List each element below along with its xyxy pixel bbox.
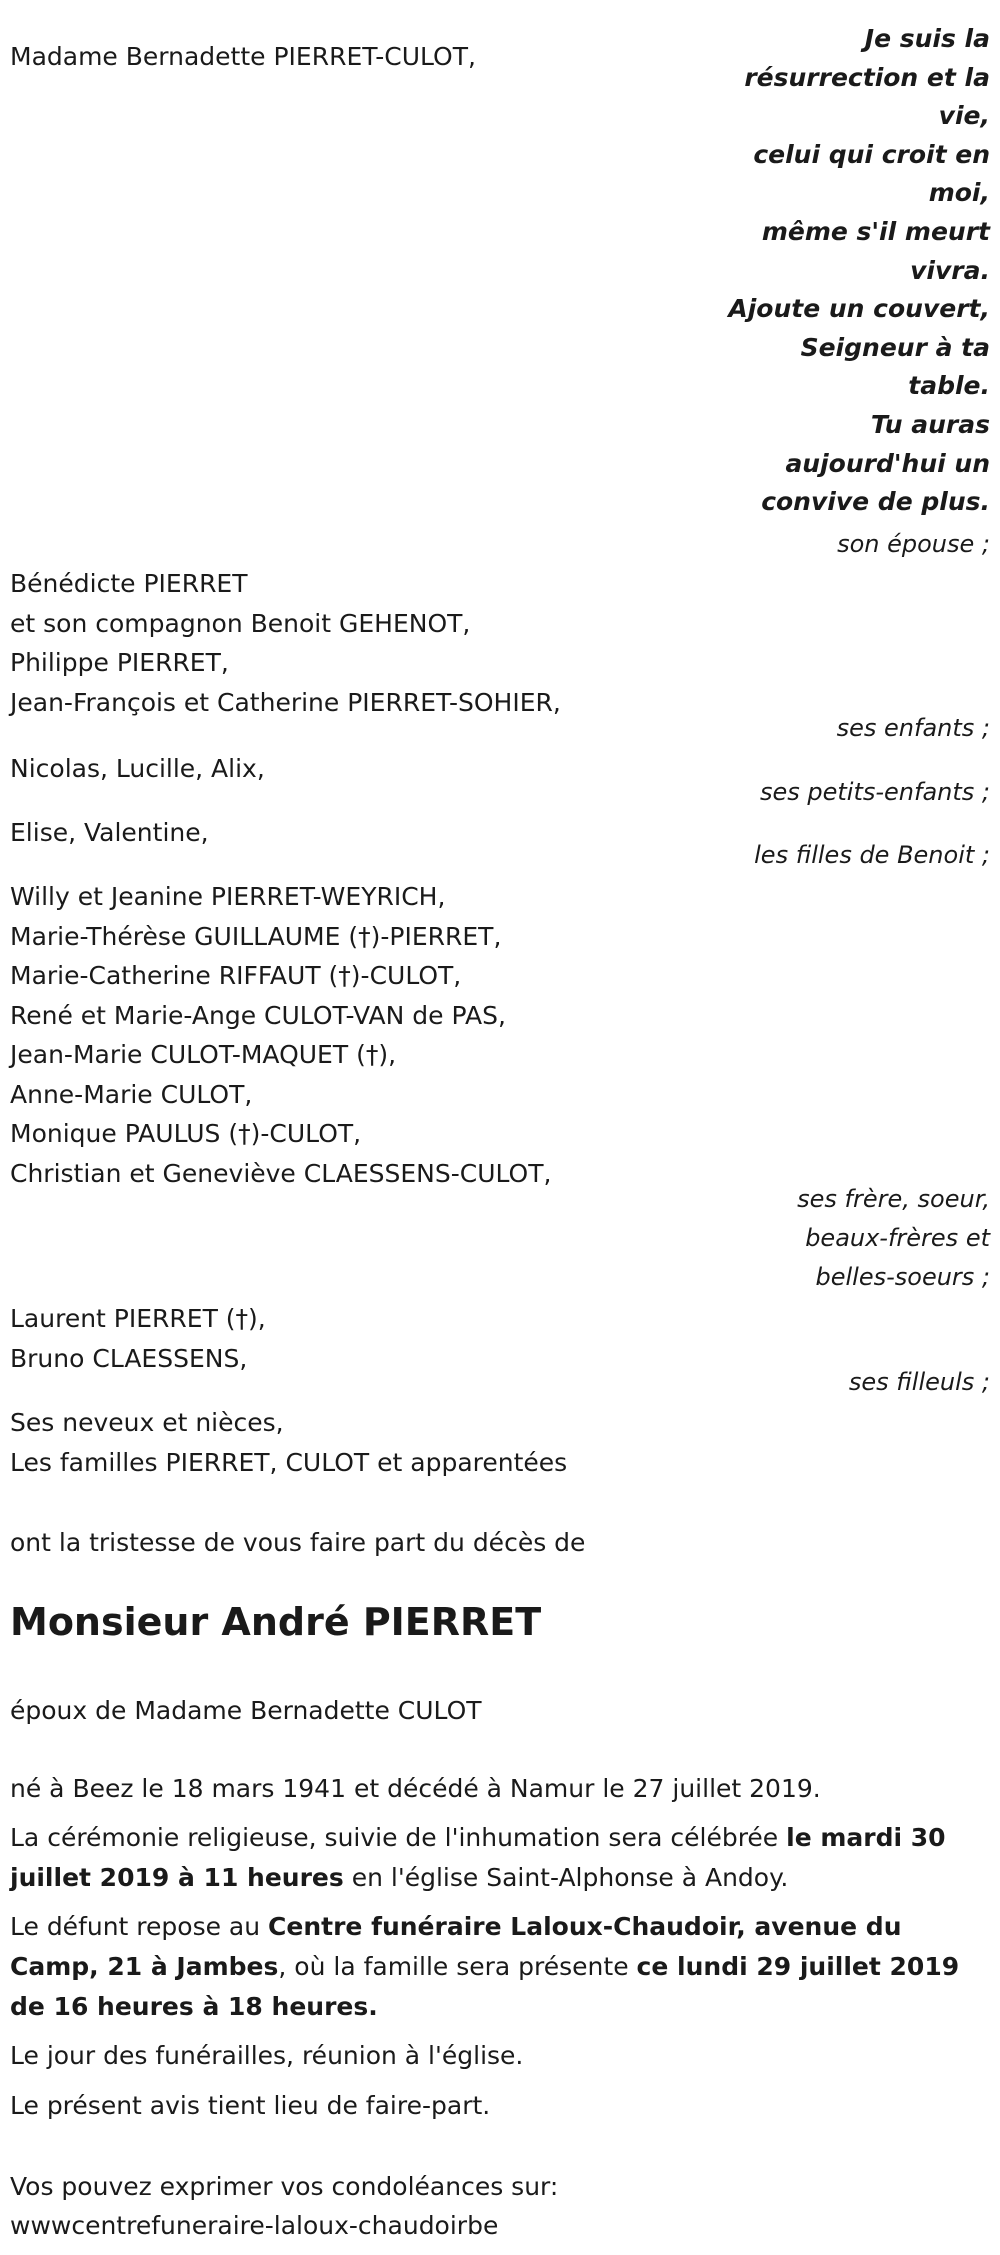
quote-line: Je suis la (864, 24, 990, 53)
resting-place: Centre funéraire Laloux-Chaudoir, avenue du Camp, 21 à Jambes (10, 1912, 902, 1981)
sibling-line: René et Marie-Ange CULOT-VAN de PAS, (10, 1000, 506, 1030)
sibling-line: Jean-Marie CULOT-MAQUET (†), (10, 1040, 397, 1069)
child-line: Jean-François et Catherine PIERRET-SOHIER, (10, 687, 561, 717)
notice: Le présent avis tient lieu de faire-part. (10, 2091, 491, 2120)
family-line: Les familles PIERRET, CULOT et apparentées (10, 1447, 568, 1477)
deceased-name: Monsieur André PIERRET (10, 1600, 542, 1644)
label-siblings-line: beaux-frères et (805, 1224, 990, 1252)
ceremony-text: La cérémonie religieuse, suivie de l'inhumation sera célébrée (10, 1823, 787, 1852)
ceremony-paragraph (10, 1818, 990, 1898)
resting-when: ce lundi 29 juillet 2019 de 16 heures à 18 heures. (10, 1952, 960, 2021)
funeral-day: Le jour des funérailles, réunion à l'église. (10, 2041, 524, 2070)
child-line: Philippe PIERRET, (10, 648, 229, 677)
children-list (10, 564, 561, 722)
sibling-line: Willy et Jeanine PIERRET-WEYRICH, (10, 882, 446, 911)
quote-line: vivra. (910, 255, 990, 285)
family-line: Ses neveux et nièces, (10, 1408, 284, 1437)
grandchildren: Nicolas, Lucille, Alix, (10, 754, 265, 783)
label-siblings-line: ses frère, soeur, (797, 1185, 990, 1213)
label-children: ses enfants ; (836, 714, 990, 742)
ceremony-date: le mardi 30 juillet 2019 à 11 heures (10, 1823, 946, 1892)
quote-line: résurrection et la (744, 62, 990, 92)
website-link[interactable]: wwwcentrefuneraire-laloux-chaudoirbe (10, 2211, 499, 2240)
quote-line: Seigneur à ta (800, 332, 990, 362)
bible-quote (690, 20, 990, 522)
quote-line: vie, (938, 101, 990, 131)
resting-text: Le défunt repose au (10, 1912, 269, 1941)
announcement: ont la tristesse de vous faire part du décès de (10, 1528, 586, 1557)
godchildren-list (10, 1299, 266, 1378)
quote-line: convive de plus. (761, 487, 990, 517)
godchild-line: Bruno CLAESSENS, (10, 1343, 248, 1373)
quote-line: moi, (928, 178, 990, 208)
quote-line: celui qui croit en (753, 139, 990, 169)
label-godchildren: ses filleuls ; (848, 1368, 990, 1396)
label-grandchildren: ses petits-enfants ; (759, 778, 990, 806)
label-siblings-line: belles-soeurs ; (815, 1263, 990, 1291)
benoit-daughters: Elise, Valentine, (10, 818, 209, 847)
label-spouse: son épouse ; (837, 530, 990, 558)
sibling-line: Marie-Catherine RIFFAUT (†)-CULOT, (10, 961, 462, 990)
child-line: et son compagnon Benoit GEHENOT, (10, 608, 471, 638)
widow-line: Madame Bernadette PIERRET-CULOT, (10, 42, 476, 71)
families-list (10, 1403, 567, 1482)
label-benoit-daughters: les filles de Benoit ; (754, 841, 990, 869)
label-siblings (797, 1180, 990, 1297)
spouse-of: époux de Madame Bernadette CULOT (10, 1696, 482, 1725)
quote-line: même s'il meurt (761, 216, 990, 246)
birth-death: né à Beez le 18 mars 1941 et décédé à Namur le 27 juillet 2019. (10, 1774, 821, 1803)
quote-line: Ajoute un couvert, (728, 294, 990, 324)
condolences: Vos pouvez exprimer vos condoléances sur: (10, 2172, 559, 2201)
sibling-line: Anne-Marie CULOT, (10, 1079, 253, 1109)
sibling-line: Christian et Geneviève CLAESSENS-CULOT, (10, 1158, 552, 1188)
godchild-line: Laurent PIERRET (†), (10, 1304, 266, 1333)
siblings-list (10, 877, 551, 1193)
resting-text-2: , où la famille sera présente (278, 1952, 637, 1981)
ceremony-place: en l'église Saint-Alphonse à Andoy. (343, 1863, 789, 1892)
child-line: Bénédicte PIERRET (10, 569, 248, 598)
resting-paragraph (10, 1907, 990, 2027)
quote-line: table. (908, 371, 990, 401)
quote-line: aujourd'hui un (785, 448, 990, 478)
quote-line: Tu auras (870, 409, 990, 439)
sibling-line: Monique PAULUS (†)-CULOT, (10, 1119, 362, 1148)
sibling-line: Marie-Thérèse GUILLAUME (†)-PIERRET, (10, 921, 502, 951)
